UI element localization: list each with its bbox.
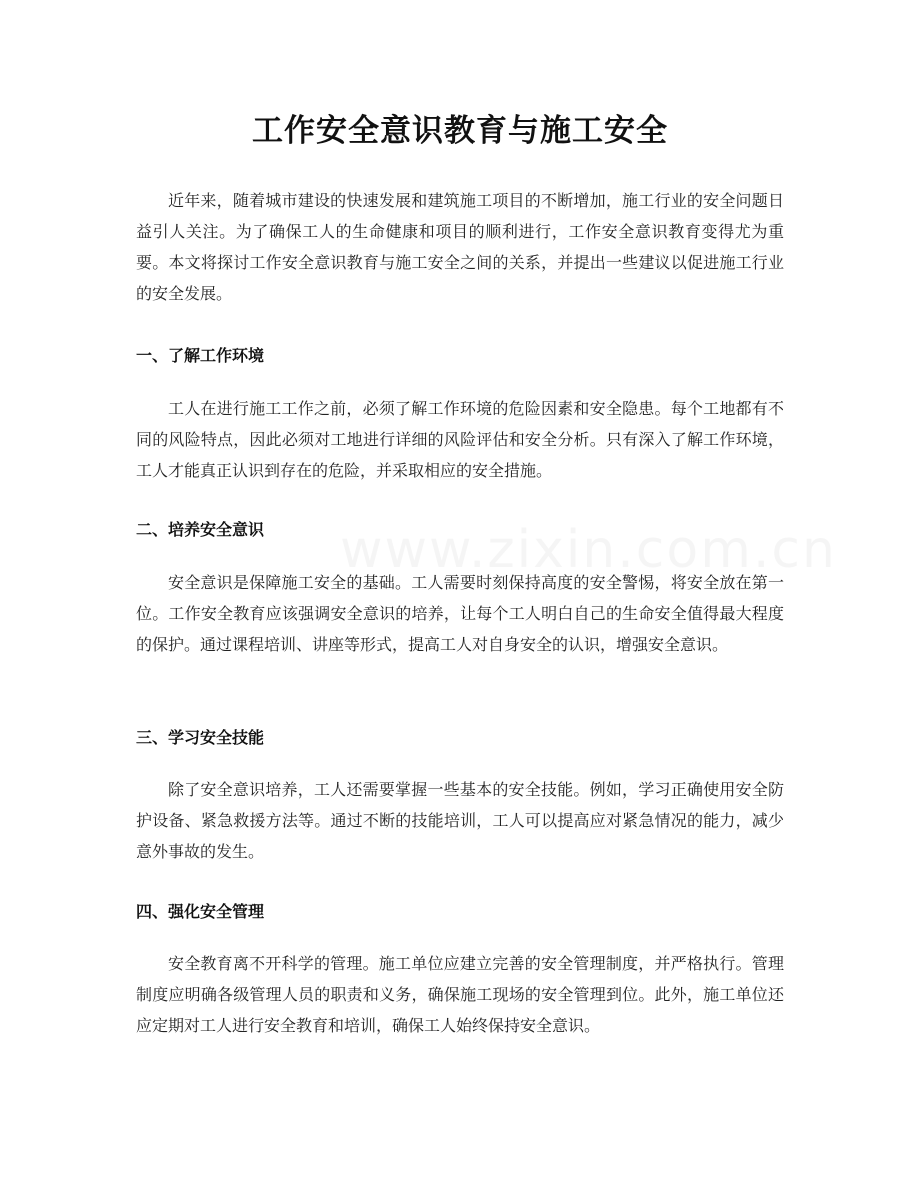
section-heading-1: 一、了解工作环境 bbox=[136, 346, 265, 365]
section-heading-4: 四、强化安全管理 bbox=[136, 902, 265, 921]
section-heading-3: 三、学习安全技能 bbox=[136, 728, 265, 747]
section-body-1: 工人在进行施工工作之前，必须了解工作环境的危险因素和安全隐患。每个工地都有不同的风险特点，因此必须对工地进行详细的风险评估和安全分析。只有深入了解工作环境，工人才能真正认识到存在的危险，并采取相应的安全措施。 bbox=[136, 399, 784, 480]
section-body-2: 安全意识是保障施工安全的基础。工人需要时刻保持高度的安全警惕，将安全放在第一位。工作安全教育应该强调安全意识的培养，让每个工人明白自己的生命安全值得最大程度的保护。通过课程培训、讲座等形式，提高工人对自身安全的认识，增强安全意识。 bbox=[136, 573, 784, 654]
section-heading-2: 二、培养安全意识 bbox=[136, 520, 265, 539]
section-body-4: 安全教育离不开科学的管理。施工单位应建立完善的安全管理制度，并严格执行。管理制度应明确各级管理人员的职责和义务，确保施工现场的安全管理到位。此外，施工单位还应定期对工人进行安全教育和培训，确保工人始终保持安全意识。 bbox=[136, 954, 784, 1035]
watermark: www.zixin.com.cn bbox=[340, 520, 837, 580]
document-title: 工作安全意识教育与施工安全 bbox=[252, 113, 668, 149]
section-body-3: 除了安全意识培养，工人还需要掌握一些基本的安全技能。例如，学习正确使用安全防护设备、紧急救援方法等。通过不断的技能培训，工人可以提高应对紧急情况的能力，减少意外事故的发生。 bbox=[136, 780, 784, 861]
intro-paragraph: 近年来，随着城市建设的快速发展和建筑施工项目的不断增加，施工行业的安全问题日益引人关注。为了确保工人的生命健康和项目的顺利进行，工作安全意识教育变得尤为重要。本文将探讨工作安全意识教育与施工安全之间的关系，并提出一些建议以促进施工行业的安全发展。 bbox=[136, 191, 784, 303]
